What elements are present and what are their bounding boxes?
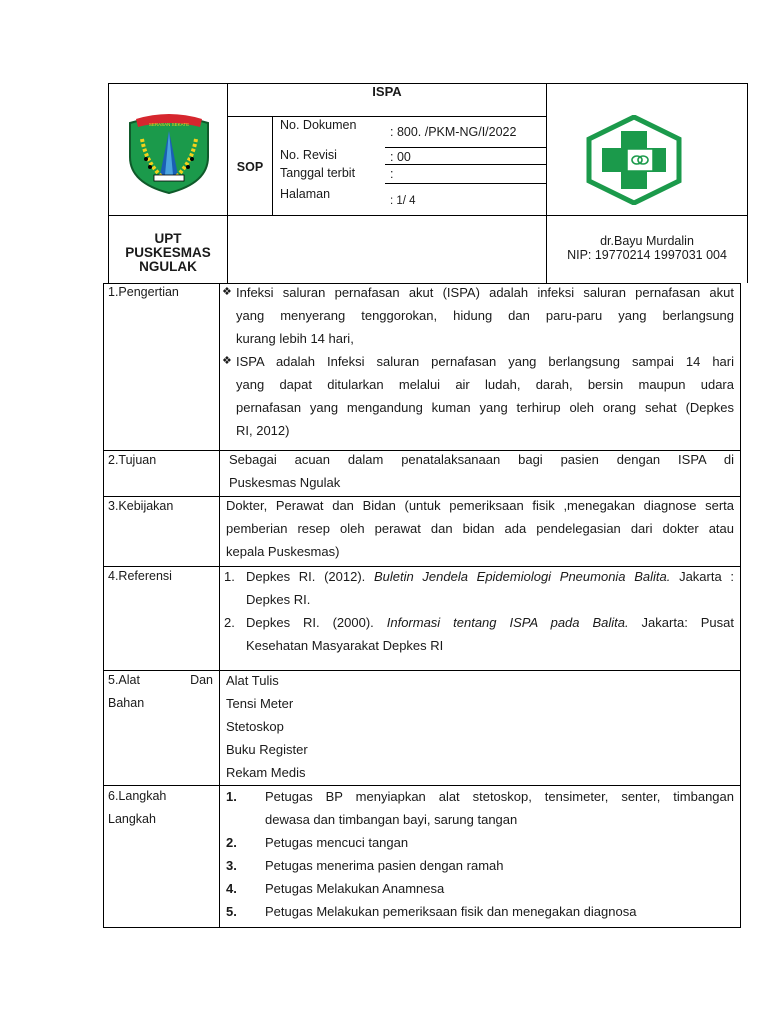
signatory-name: dr.Bayu Murdalin [600, 234, 694, 248]
alat-content [226, 669, 734, 784]
list-number: 4. [226, 881, 237, 896]
label-part: Dan [190, 673, 213, 687]
text-line: kepala Puskesmas) [226, 544, 340, 559]
section-label-alat [108, 669, 213, 715]
text-line: RI, 2012) [236, 423, 290, 438]
puskesmas-logo [586, 115, 682, 205]
text-line: pernafasan yang mengandung kuman yang terhirup oleh orang sehat (Depkes [236, 400, 734, 415]
text-line: Kesehatan Masyarakat Depkes RI [246, 638, 444, 653]
list-number: 2. [224, 615, 235, 630]
org-line: UPT [154, 231, 182, 246]
list-number: 2. [226, 835, 237, 850]
reference-text: Depkes RI. (2000). [246, 615, 387, 630]
section-label-referensi: 4.Referensi [108, 569, 172, 583]
list-number: 1. [226, 789, 237, 804]
field-label-no-dokumen: No. Dokumen [280, 118, 357, 132]
text-line: Petugas Melakukan pemeriksaan fisik dan menegakan diagnosa [265, 904, 637, 919]
list-item [224, 565, 734, 611]
text-line: Petugas mencuci tangan [265, 835, 409, 850]
tujuan-content [229, 448, 734, 494]
regional-emblem-logo [124, 113, 214, 195]
list-number: 1. [224, 569, 235, 584]
org-line: NGULAK [139, 259, 197, 274]
bullet-diamond-icon: ❖ [222, 286, 232, 298]
label-part: Langkah [108, 812, 156, 826]
organization-name [109, 232, 227, 274]
reference-line [246, 611, 734, 634]
reference-title: Informasi tentang ISPA pada Balita. [386, 615, 629, 630]
reference-text: Depkes RI. (2012). [246, 569, 374, 584]
field-label-halaman: Halaman [280, 187, 331, 201]
reference-text: Jakarta : [670, 569, 735, 584]
field-value-no-dokumen: : 800. /PKM-NG/I/2022 [390, 125, 517, 139]
sop-label: SOP [236, 160, 264, 174]
list-item [226, 831, 734, 854]
text-line: yang menyerang tenggorokan, hidung dan paru-paru yang berlangsung [236, 308, 734, 323]
reference-line [246, 565, 734, 588]
kebijakan-content [226, 494, 734, 563]
label-part: 6.Langkah [108, 789, 167, 803]
list-item: Rekam Medis [226, 765, 306, 780]
text-line: Infeksi saluran pernafasan akut (ISPA) adalah infeksi saluran pernafasan akut [236, 285, 734, 300]
org-line: PUSKESMAS [125, 245, 211, 260]
text-line: Sebagai acuan dalam penatalaksanaan bagi pasien dengan ISPA di [229, 452, 734, 467]
section-label-kebijakan: 3.Kebijakan [108, 499, 174, 513]
list-item: Tensi Meter [226, 696, 294, 711]
field-label-no-revisi: No. Revisi [280, 148, 337, 162]
text-line: Puskesmas Ngulak [229, 475, 341, 490]
bullet-diamond-icon: ❖ [222, 355, 232, 367]
list-item [226, 785, 734, 831]
field-value-no-revisi: : 00 [390, 150, 411, 164]
field-value-tanggal-terbit: : [390, 167, 394, 181]
list-item [226, 900, 734, 923]
text-line: Dokter, Perawat dan Bidan (untuk pemeriksaan fisik ,menegakan diagnose serta [226, 498, 734, 513]
reference-text: Jakarta: Pusat [628, 615, 734, 630]
text-line: dewasa dan timbangan bayi, sarung tangan [265, 812, 518, 827]
section-label-pengertian: 1.Pengertian [108, 285, 179, 299]
field-value-halaman: : 1/ 4 [390, 195, 416, 207]
list-item: Alat Tulis [226, 673, 279, 688]
document-title: ISPA [372, 84, 402, 99]
field-label-tanggal-terbit: Tanggal terbit [280, 166, 356, 180]
list-item [226, 877, 734, 900]
list-item: Stetoskop [226, 719, 284, 734]
section-label-langkah [108, 785, 166, 831]
section-label-tujuan: 2.Tujuan [108, 453, 157, 467]
text-line: yang dapat ditularkan melalui air ludah, darah, bersin maupun udara [236, 377, 734, 392]
signatory-nip: NIP: 19770214 1997031 004 [567, 248, 727, 262]
text-line: pemberian resep oleh perawat dan bidan ada pendelegasian dari dokter atau [226, 521, 734, 536]
referensi-content [224, 565, 734, 657]
text-line: Petugas BP menyiapkan alat stetoskop, tensimeter, senter, timbangan [265, 789, 734, 804]
list-number: 5. [226, 904, 237, 919]
list-item: Buku Register [226, 742, 308, 757]
list-item [226, 854, 734, 877]
text-line: kurang lebih 14 hari, [236, 331, 354, 346]
text-line: Depkes RI. [246, 592, 311, 607]
text-line: ISPA adalah Infeksi saluran pernafasan yang berlangsung sampai 14 hari [236, 354, 734, 369]
list-item [222, 281, 734, 350]
reference-title: Buletin Jendela Epidemiologi Pneumonia Balita. [373, 569, 671, 584]
text-line: Petugas menerima pasien dengan ramah [265, 858, 504, 873]
langkah-content [226, 785, 734, 923]
list-item [222, 350, 734, 442]
text-line: Petugas Melakukan Anamnesa [265, 881, 445, 896]
label-part: Bahan [108, 696, 145, 710]
list-item [224, 611, 734, 657]
label-part: 5.Alat [108, 673, 140, 687]
svg-text:SERASAN SEKATE: SERASAN SEKATE [148, 122, 190, 127]
pengertian-content [222, 281, 734, 442]
list-number: 3. [226, 858, 237, 873]
